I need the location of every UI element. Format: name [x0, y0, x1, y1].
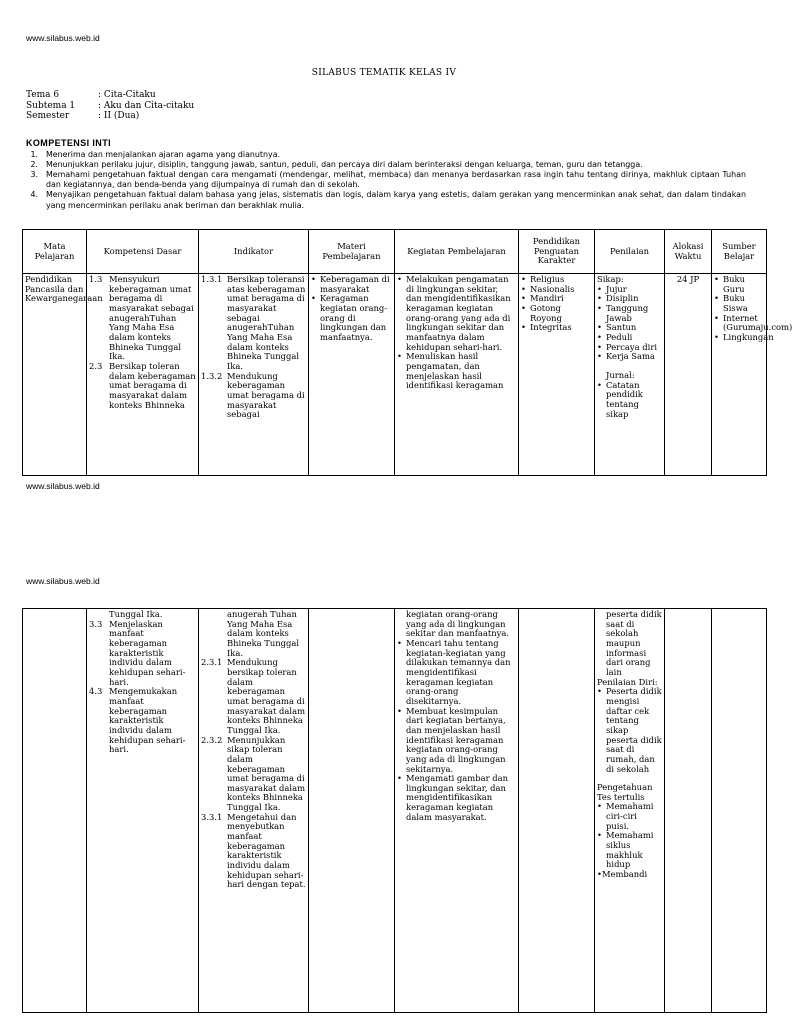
site-url-bottom: www.silabus.web.id [26, 481, 100, 491]
sikap-item: • Jujur [597, 285, 662, 295]
cell-materi [309, 609, 395, 1013]
penilaian-diri-label: Penilaian Diri: [597, 676, 658, 687]
cell-indikator [199, 609, 309, 1013]
kegiatan-item: • Mencari tahu tentang kegiatan-kegiatan yang dilakukan temannya dan mengidentifikasi keragaman kegiatan orang-orang disekitarnya. [397, 639, 516, 707]
sikap-item: • Peduli [597, 333, 662, 343]
ki-list [26, 150, 746, 211]
cell-sumber [712, 609, 767, 1013]
sumber-item: • Buku Siswa [714, 294, 764, 313]
indikator-item: 2.3.1 Mendukung bersikap toleran dalam keberagaman umat beragama di masyarakat dalam konteks Bhinneka Tunggal Ika. [201, 657, 306, 735]
syllabus-table-page-1 [22, 229, 792, 476]
kd-item: 1.3 Mensyukuri keberagaman umat beragama di masyarakat sebagai anugerahTuhan Yang Maha Esa dalam konteks Bhineka Tunggal Ika. [89, 274, 194, 362]
cell-materi [309, 274, 395, 476]
sumber-item: • Buku Guru [714, 275, 764, 294]
indikator-item: 1.3.1 Bersikap toleransi atas keberagaman umat beragama di masyarakat sebagai anugerahTuhan Yang Maha Esa dalam konteks Bhineka Tunggal Ika. [201, 274, 306, 371]
header-kd: Kompetensi Dasar [87, 230, 199, 274]
site-url-top: www.silabus.web.id [26, 33, 100, 43]
header-penilaian: Penilaian [595, 230, 665, 274]
penilaian-diri-item: • Peserta didik mengisi daftar cek tentang sikap peserta didik saat di rumah, dan di sekolah [597, 687, 662, 774]
cell-alokasi [665, 609, 712, 1013]
kd-continuation: Tunggal Ika. [109, 609, 163, 619]
sumber-item: • Internet (Gurumaju.com) [714, 314, 764, 333]
ppk-item: • Mandiri [521, 294, 592, 304]
cell-mapel [23, 609, 87, 1013]
tes-label: Tes tertulis [597, 791, 645, 802]
ppk-item: • Nasionalis [521, 285, 592, 295]
materi-item: • Keragaman kegiatan orang-orang di lingkungan dan manfaatnya. [311, 294, 392, 342]
cell-ppk [519, 609, 595, 1013]
syllabus-table-page-2 [22, 608, 767, 1013]
sikap-item: • Disiplin [597, 294, 662, 304]
ppk-item: • Gotong Royong [521, 304, 592, 323]
cell-sumber [712, 274, 792, 476]
header-alokasi: Alokasi Waktu [665, 230, 712, 274]
tes-item: • Memahami siklus makhluk hidup [597, 831, 662, 870]
ki-item: 4. Menyajikan pengetahuan faktual dalam bahasa yang jelas, sistematis dan logis, dalam karya yang estetis, dalam gerakan yang mencerminkan anak sehat, dan dalam tindakan yang mencerminkan perilaku anak beriman dan berakhlak mulia. [30, 190, 746, 210]
indikator-item: 3.3.1 Mengetahui dan menyebutkan manfaat keberagaman karakteristik individu dalam kehidupan sehari-hari dengan tepat. [201, 811, 306, 890]
meta-row: Semester : II (Dua) [26, 111, 140, 121]
header-mapel: Mata Pelajaran [23, 230, 87, 274]
syllabus-meta [26, 90, 194, 122]
materi-item: • Keberagaman di masyarakat [311, 275, 392, 294]
kd-item: 4.3 Mengemukakan manfaat keberagaman karakteristik individu dalam kehidupan sehari-hari. [89, 686, 186, 755]
ki-heading: KOMPETENSI INTI [26, 138, 112, 148]
penilaian-continuation: peserta didik saat di sekolah maupun informasi dari orang lain [606, 609, 662, 677]
sikap-item: • Kerja Sama [597, 352, 662, 362]
cell-penilaian [595, 609, 665, 1013]
cell-alokasi: 24 JP [665, 274, 712, 476]
sikap-item: • Tanggung Jawab [597, 304, 662, 323]
sikap-item: • Percaya diri [597, 343, 662, 353]
pengetahuan-label: Pengetahuan [597, 782, 653, 793]
table-row [23, 274, 767, 476]
sikap-label: Sikap: [597, 274, 624, 284]
jurnal-label: Jurnal: [606, 369, 635, 380]
sumber-item: • Lingkungan [714, 333, 764, 343]
table-header-row [23, 230, 767, 274]
page-title: SILABUS TEMATIK KELAS IV [311, 68, 457, 78]
ppk-item: • Religius [521, 275, 592, 285]
cell-kd [87, 274, 199, 476]
kd-item: 3.3 Menjelaskan manfaat keberagaman karakteristik individu dalam kehidupan sehari-hari. [89, 618, 186, 687]
jurnal-item: • Catatan pendidik tentang sikap [597, 381, 662, 420]
tes-item: • Memahami ciri-ciri puisi. [597, 802, 662, 831]
cell-kd [87, 609, 199, 1013]
ppk-item: • Integritas [521, 323, 592, 333]
cell-kegiatan [395, 274, 519, 476]
header-ppk: Pendidikan Penguatan Karakter [519, 230, 595, 274]
kegiatan-item: • Membuat kesimpulan dari kegiatan bertanya, dan menjelaskan hasil identifikasi keragaman kegiatan orang-orang yang ada di lingkungan sekitarnya. [397, 707, 516, 775]
ki-item: 3. Memahami pengetahuan faktual dengan cara mengamati (mendengar, melihat, membaca) dan menanya berdasarkan rasa ingin tahu tentang dirinya, makhluk ciptaan Tuhan dan kegiatannya, dan benda-benda yang dijumpainya di rumah dan di sekolah. [30, 170, 746, 190]
indikator-item: 1.3.2 Mendukung keberagaman umat beragama di masyarakat sebagai [201, 370, 305, 420]
indikator-item: 2.3.2 Menunjukkan sikap toleran dalam keberagaman umat beragama di masyarakat dalam konteks Bhinneka Tunggal Ika. [201, 734, 306, 813]
meta-row: Tema 6 : Cita-Citaku [26, 90, 156, 100]
cell-kegiatan [395, 609, 519, 1013]
site-url-top-page-2: www.silabus.web.id [26, 576, 100, 586]
kegiatan-item: • Melakukan pengamatan di lingkungan sekitar, dan mengidentifikasikan keragaman kegiatan orang-orang yang ada di lingkungan sekitar dan manfaatnya dalam kehidupan sehari-hari. [397, 275, 516, 352]
header-kegiatan: Kegiatan Pembelajaran [395, 230, 519, 274]
kd-item: 2.3 Bersikap toleran dalam keberagaman umat beragama di masyarakat dalam konteks Bhinneka [89, 360, 196, 410]
cell-indikator [199, 274, 309, 476]
kegiatan-item: • Mengamati gambar dan lingkungan sekitar, dan mengidentifikasikan keragaman kegiatan dalam masyarakat. [397, 774, 516, 822]
cell-mapel: Pendidikan Pancasila dan Kewarganegaraan [23, 274, 87, 476]
table-row [23, 609, 767, 1013]
tes-item-cut: •Membandi [597, 869, 648, 880]
kegiatan-item: • Menuliskan hasil pengamatan, dan menjelaskan hasil identifikasi keragaman [397, 352, 516, 391]
header-indikator: Indikator [199, 230, 309, 274]
indikator-continuation: anugerah Tuhan Yang Maha Esa dalam konteks Bhineka Tunggal Ika. [227, 609, 300, 658]
meta-row: Subtema 1 : Aku dan Cita-citaku [26, 100, 195, 111]
ki-item: 2. Menunjukkan perilaku jujur, disiplin, tanggung jawab, santun, peduli, dan percaya diri dalam berinteraksi dengan keluarga, teman, guru dan tetangga. [30, 160, 643, 170]
sikap-item: • Santun [597, 323, 662, 333]
ki-item: 1. Menerima dan menjalankan ajaran agama yang dianutnya. [30, 150, 281, 159]
header-sumber: Sumber Belajar [712, 230, 767, 274]
cell-ppk [519, 274, 595, 476]
kegiatan-continuation: kegiatan orang-orang yang ada di lingkungan sekitar dan manfaatnya. [406, 609, 510, 639]
cell-penilaian [595, 274, 665, 476]
header-materi: Materi Pembelajaran [309, 230, 395, 274]
